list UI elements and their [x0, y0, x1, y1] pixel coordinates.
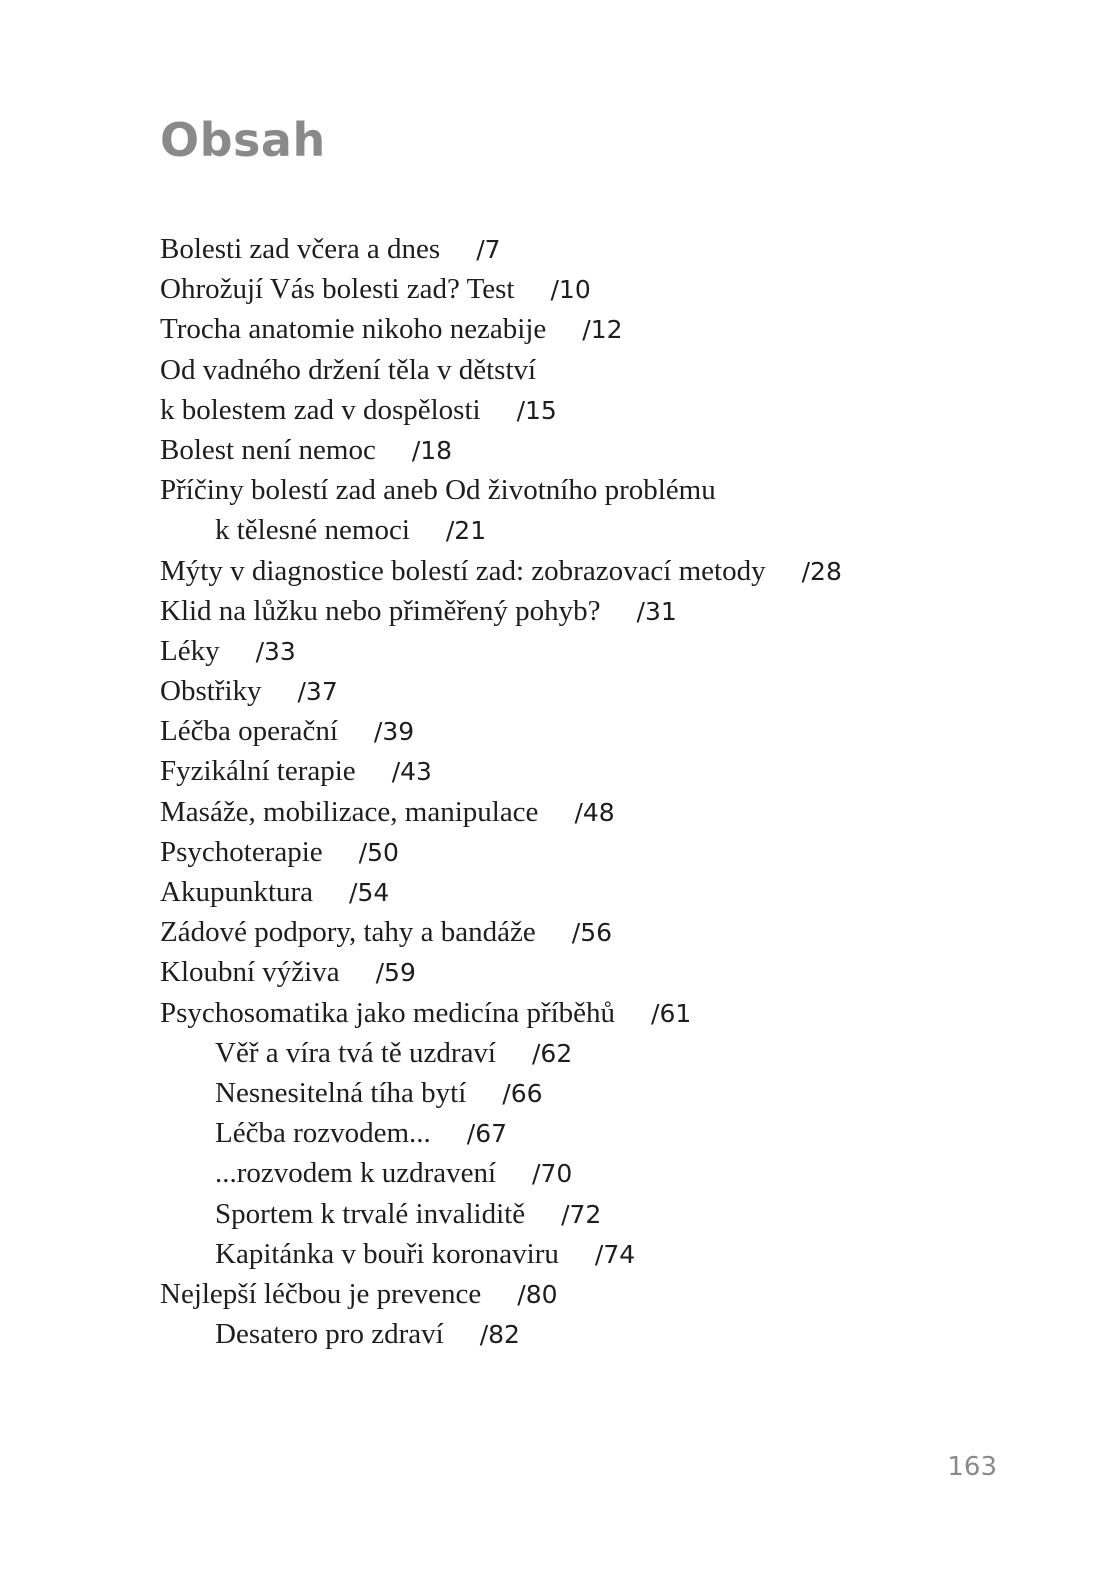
- toc-entry: [160, 1194, 842, 1234]
- toc-entry-title: Kloubní výživa: [160, 956, 340, 989]
- toc-entry-title: Fyzikální terapie: [160, 755, 356, 788]
- toc-entry-page-ref: /61: [651, 998, 692, 1028]
- toc-entry: [160, 671, 842, 711]
- toc-entry-page-ref: /18: [411, 435, 453, 465]
- toc-entry-title: Sportem k trvalé invaliditě: [215, 1197, 526, 1230]
- toc-entry: [160, 1234, 842, 1274]
- toc-entry-page-ref: /43: [391, 757, 432, 787]
- toc-entry-page-ref: /82: [479, 1320, 520, 1350]
- toc-entry-page-ref: /66: [502, 1078, 543, 1108]
- toc-entry-title: Příčiny bolestí zad aneb Od životního problému: [160, 474, 716, 507]
- toc-entry-page-ref: /10: [550, 275, 591, 305]
- toc-entry-page-ref: /59: [375, 958, 416, 988]
- toc-entry: [160, 350, 842, 390]
- toc-entry: [160, 1113, 842, 1153]
- toc-entry-title: Nesnesitelná tíha bytí: [215, 1076, 467, 1109]
- toc-entry-page-ref: /21: [445, 516, 487, 546]
- toc-entry-page-ref: /31: [636, 596, 677, 626]
- toc-entry: [160, 751, 842, 791]
- toc-entry: [160, 832, 842, 872]
- toc-entry: [160, 269, 842, 309]
- table-of-contents: [160, 229, 842, 1354]
- toc-entry-title: Nejlepší léčbou je prevence: [160, 1277, 482, 1310]
- toc-entry: [160, 631, 842, 671]
- toc-entry: [160, 1314, 842, 1354]
- toc-entry-title: Akupunktura: [160, 876, 314, 908]
- toc-entry: [160, 510, 842, 550]
- toc-entry-page-ref: /7: [476, 235, 501, 264]
- toc-entry-page-ref: /70: [532, 1159, 573, 1189]
- page-number: 163: [947, 1452, 997, 1482]
- toc-entry-page-ref: /56: [571, 918, 613, 948]
- toc-entry-title: Mýty v diagnostice bolestí zad: zobrazovací metody: [160, 554, 766, 587]
- toc-entry-title: Bolesti zad včera a dnes: [160, 233, 441, 265]
- toc-entry: [160, 912, 842, 952]
- toc-entry-title: Masáže, mobilizace, manipulace: [160, 795, 539, 828]
- page-title: Obsah: [160, 113, 326, 167]
- toc-entry-page-ref: /62: [532, 1038, 573, 1068]
- toc-entry: [160, 1274, 842, 1314]
- toc-entry-title: Zádové podpory, tahy a bandáže: [160, 916, 536, 949]
- toc-entry-page-ref: /33: [255, 636, 296, 666]
- toc-entry: [160, 711, 842, 751]
- toc-entry: [160, 993, 842, 1033]
- toc-entry: [160, 229, 842, 269]
- toc-entry: [160, 430, 842, 470]
- toc-entry-page-ref: /12: [582, 315, 623, 345]
- toc-entry-title: Psychosomatika jako medicína příběhů: [160, 996, 616, 1029]
- toc-entry-page-ref: /54: [349, 878, 390, 907]
- toc-entry-title: Desatero pro zdraví: [215, 1318, 444, 1351]
- toc-entry: [160, 390, 842, 430]
- toc-entry: [160, 872, 842, 912]
- toc-entry-page-ref: /50: [358, 837, 399, 867]
- toc-entry-page-ref: /80: [517, 1279, 558, 1309]
- toc-entry-page-ref: /39: [373, 717, 415, 747]
- toc-entry-title: Klid na lůžku nebo přiměřený pohyb?: [160, 594, 601, 627]
- toc-entry: [160, 792, 842, 832]
- toc-entry-title: Léčba operační: [160, 715, 338, 748]
- toc-entry-title: Trocha anatomie nikoho nezabije: [160, 313, 547, 346]
- toc-entry: [160, 309, 842, 349]
- toc-entry-page-ref: /74: [594, 1239, 636, 1269]
- toc-entry-title: Věř a víra tvá tě uzdraví: [215, 1036, 496, 1069]
- toc-entry-page-ref: /72: [561, 1199, 602, 1229]
- toc-entry-title: Psychoterapie: [160, 835, 323, 868]
- toc-entry-title: Kapitánka v bouři koronaviru: [215, 1237, 559, 1270]
- toc-entry-title: Ohrožují Vás bolesti zad? Test: [160, 273, 515, 306]
- toc-entry-title: Od vadného držení těla v dětství: [160, 353, 537, 386]
- toc-entry-title: k bolestem zad v dospělosti: [160, 393, 481, 426]
- toc-entry-title: Léky: [160, 634, 220, 667]
- toc-entry-page-ref: /28: [801, 556, 842, 586]
- toc-entry-title: Bolest není nemoc: [160, 433, 376, 466]
- toc-entry: [160, 1033, 842, 1073]
- toc-entry: [160, 952, 842, 992]
- toc-entry: [160, 551, 842, 591]
- toc-entry-page-ref: /37: [297, 677, 338, 707]
- toc-entry-page-ref: /48: [574, 797, 615, 827]
- toc-entry-title: Obstřiky: [160, 675, 262, 708]
- toc-entry-page-ref: /15: [516, 395, 557, 425]
- toc-entry-title: Léčba rozvodem...: [215, 1117, 431, 1150]
- toc-entry-title: ...rozvodem k uzdravení: [215, 1157, 497, 1190]
- toc-entry: [160, 470, 842, 510]
- toc-entry: [160, 1153, 842, 1193]
- toc-entry-page-ref: /67: [466, 1119, 508, 1149]
- toc-entry-title: k tělesné nemoci: [215, 514, 410, 547]
- toc-entry: [160, 591, 842, 631]
- toc-entry: [160, 1073, 842, 1113]
